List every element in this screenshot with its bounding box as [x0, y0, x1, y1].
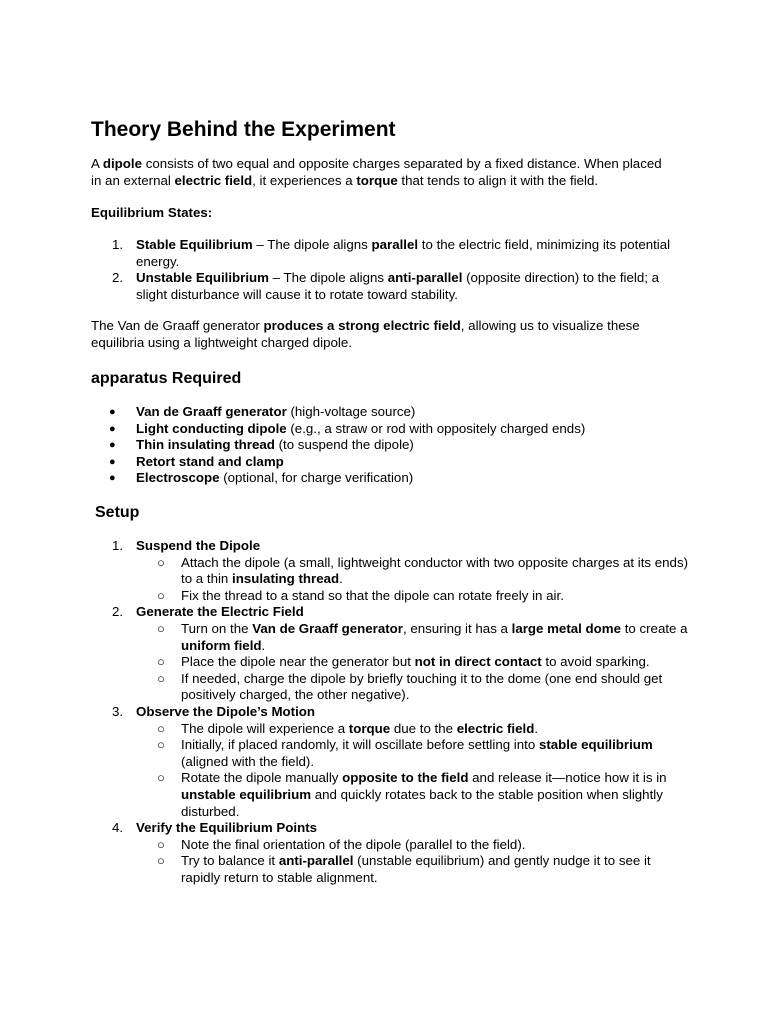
- circle-bullet-icon: ○: [157, 853, 165, 869]
- bold-text: opposite to the field: [342, 770, 469, 786]
- bold-text: stable equilibrium: [538, 737, 653, 753]
- bullet-icon: ●: [109, 472, 116, 485]
- list-item: [91, 270, 691, 303]
- bold-text: unstable equilibrium: [181, 786, 312, 802]
- sub-list: [91, 621, 691, 704]
- text: .: [261, 637, 266, 653]
- circle-bullet-icon: ○: [157, 720, 165, 736]
- setup-list: [91, 538, 691, 886]
- circle-bullet-icon: ○: [157, 670, 165, 686]
- list-number: 3.: [112, 703, 124, 719]
- text: .: [339, 571, 343, 587]
- bold-text: produces a strong electric field: [263, 318, 461, 333]
- text: , ensuring it has a: [402, 620, 512, 636]
- list-number: 2.: [112, 270, 124, 286]
- bold-text: not in direct contact: [414, 654, 542, 670]
- bold-text: dipole: [102, 156, 142, 171]
- text: to avoid sparking.: [541, 654, 650, 670]
- circle-bullet-icon: ○: [157, 737, 165, 753]
- list-item: [91, 470, 691, 487]
- equilibrium-heading: Equilibrium States:: [91, 205, 213, 220]
- text: and quickly rotates back to the stable position when slightly disturbed.: [181, 786, 663, 819]
- sub-item: [91, 654, 691, 671]
- step-title: Verify the Equilibrium Points: [136, 820, 318, 836]
- sub-item: [91, 721, 691, 738]
- text: Note the final orientation of the dipole (parallel to the field).: [181, 836, 526, 852]
- setup-heading: Setup: [95, 504, 140, 521]
- bold-text: torque: [348, 720, 391, 736]
- text: Fix the thread to a stand so that the dipole can rotate freely in air.: [181, 587, 564, 603]
- bold-text: anti-parallel: [278, 853, 354, 869]
- text: (e.g., a straw or rod with oppositely charged ends): [286, 420, 586, 436]
- bold-text: Van de Graaff generator: [252, 620, 403, 636]
- list-number: 1.: [112, 538, 124, 553]
- text: Turn on the: [181, 620, 253, 636]
- bullet-icon: ●: [109, 439, 116, 452]
- bold-text: Thin insulating thread: [136, 437, 275, 453]
- list-item: [91, 437, 691, 454]
- bold-text: torque: [356, 172, 398, 188]
- bold-text: Van de Graaff generator: [136, 404, 287, 419]
- text: due to the: [390, 720, 457, 736]
- sub-item: [91, 853, 691, 886]
- sub-item: [91, 737, 691, 770]
- text: A: [91, 156, 103, 171]
- text: to create a: [621, 620, 688, 636]
- bullet-icon: ●: [109, 406, 116, 418]
- list-item: [91, 404, 691, 421]
- bold-text: insulating thread: [232, 571, 340, 587]
- text: .: [534, 720, 539, 736]
- setup-step: [91, 538, 691, 555]
- text: (to suspend the dipole): [274, 437, 414, 453]
- bold-text: anti-parallel: [387, 270, 463, 286]
- page-title: Theory Behind the Experiment: [91, 118, 396, 141]
- circle-bullet-icon: ○: [157, 770, 165, 786]
- list-item: [91, 454, 691, 471]
- sub-item: [91, 555, 691, 588]
- text: and release it—notice how it is in: [468, 770, 667, 786]
- circle-bullet-icon: ○: [157, 620, 165, 636]
- sub-item: [91, 671, 691, 704]
- step-title: Suspend the Dipole: [136, 538, 261, 553]
- vdg-paragraph: [91, 318, 681, 351]
- text: (aligned with the field).: [181, 753, 315, 769]
- text: If needed, charge the dipole by briefly touching it to the dome (one end should get positively charged, the other negative).: [181, 670, 663, 703]
- sub-list: [91, 555, 691, 605]
- text: , it experiences a: [252, 172, 357, 188]
- text: – The dipole aligns: [268, 270, 388, 286]
- sub-list: [91, 721, 691, 821]
- setup-step: [91, 604, 691, 621]
- sub-item: [91, 837, 691, 854]
- bold-text: parallel: [371, 237, 419, 252]
- setup-step: [91, 704, 691, 721]
- list-number: 4.: [112, 820, 124, 836]
- bold-text: large metal dome: [511, 620, 621, 636]
- step-title: Generate the Electric Field: [136, 604, 304, 620]
- apparatus-heading: apparatus Required: [91, 370, 242, 387]
- bold-text: Electroscope: [136, 470, 220, 486]
- list-number: 2.: [112, 604, 124, 620]
- text: to the electric field, minimizing its potential energy.: [136, 237, 671, 269]
- bold-text: electric field: [456, 720, 535, 736]
- list-item: [91, 421, 691, 438]
- text: Try to balance it: [181, 853, 279, 869]
- circle-bullet-icon: ○: [157, 587, 165, 603]
- bold-text: electric field: [174, 172, 253, 188]
- text: Place the dipole near the generator but: [181, 654, 415, 670]
- sub-item: [91, 588, 691, 605]
- step-title: Observe the Dipole’s Motion: [136, 703, 316, 719]
- bold-text: Stable Equilibrium: [136, 237, 253, 252]
- bold-text: uniform field: [181, 637, 262, 653]
- apparatus-list: [91, 404, 691, 487]
- text: (optional, for charge verification): [219, 470, 414, 486]
- bold-text: Light conducting dipole: [136, 420, 287, 436]
- circle-bullet-icon: ○: [157, 836, 165, 852]
- equilibrium-list: [91, 237, 691, 303]
- bold-text: Unstable Equilibrium: [136, 270, 269, 286]
- list-item: [91, 237, 691, 270]
- text: , allowing us to visualize these equilibria using a lightweight charged dipole.: [91, 318, 640, 350]
- bullet-icon: ●: [109, 422, 116, 435]
- bold-text: Retort stand and clamp: [136, 453, 284, 469]
- bullet-icon: ●: [109, 455, 116, 468]
- text: consists of two equal and opposite charges separated by a fixed distance. When placed in an external: [91, 156, 662, 188]
- text: (unstable equilibrium) and gently nudge it to see it rapidly return to stable alignment.: [181, 853, 651, 885]
- text: The Van de Graaff generator: [91, 318, 264, 333]
- intro-paragraph: [91, 156, 671, 189]
- sub-item: [91, 621, 691, 654]
- sub-item: [91, 770, 691, 820]
- setup-step: [91, 820, 691, 837]
- text: (high-voltage source): [286, 404, 416, 419]
- text: Initially, if placed randomly, it will oscillate before settling into: [181, 737, 539, 753]
- text: Rotate the dipole manually: [181, 770, 343, 786]
- circle-bullet-icon: ○: [157, 654, 165, 670]
- circle-bullet-icon: ○: [157, 554, 165, 570]
- list-number: 1.: [112, 237, 124, 252]
- text: The dipole will experience a: [181, 720, 349, 736]
- text: (opposite direction) to the field; a slight disturbance will cause it to rotate toward stability.: [136, 270, 660, 302]
- sub-list: [91, 837, 691, 887]
- text: that tends to align it with the field.: [397, 172, 599, 188]
- text: – The dipole aligns: [252, 237, 372, 252]
- text: Attach the dipole (a small, lightweight conductor with two opposite charges at its ends) to a thin: [181, 554, 689, 587]
